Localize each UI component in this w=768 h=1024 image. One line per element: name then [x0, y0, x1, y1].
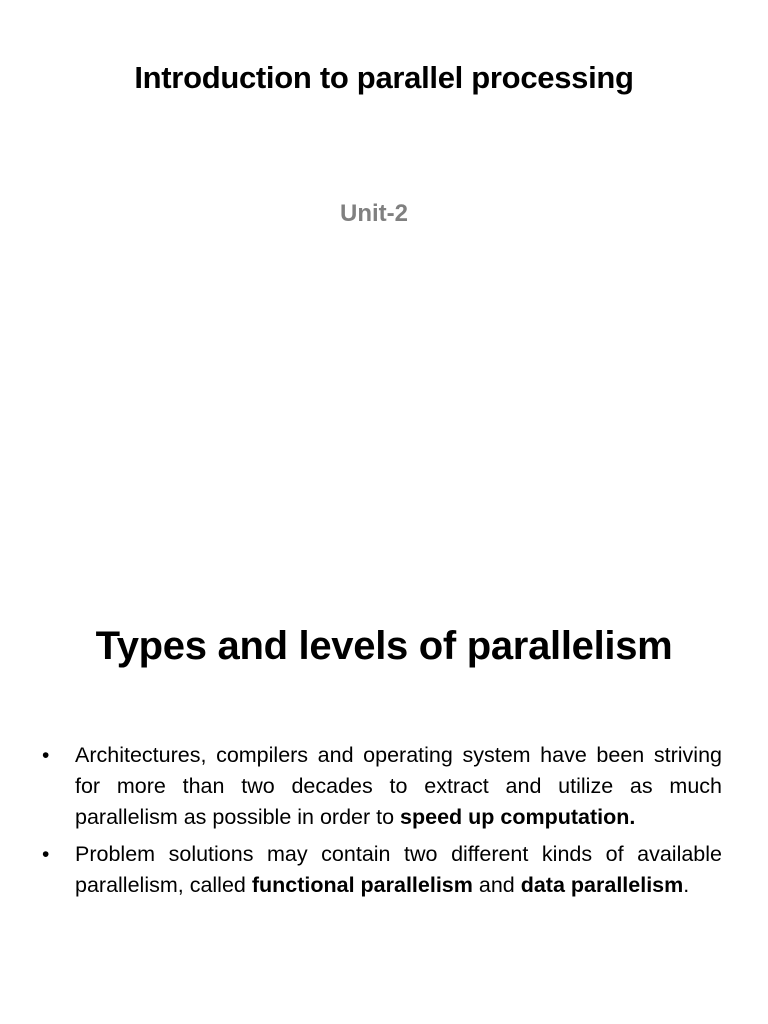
bullet-item-1: [42, 740, 722, 833]
bullet-2-bold-data: data parallelism: [520, 873, 684, 897]
bullet-list: [42, 740, 722, 907]
slide-1-subtitle: Unit-2: [340, 200, 408, 227]
bullet-icon: •: [42, 843, 50, 866]
bullet-2-bold-functional: functional parallelism: [251, 873, 473, 897]
bullet-1-text: Architectures, compilers and operating system have been striving for more than two decades to extract and utilize as much parallelism as possible in order to: [75, 743, 722, 829]
bullet-2-text-c: .: [683, 873, 690, 897]
bullet-2-text-a: Problem solutions may contain two different kinds of available parallelism, called: [75, 842, 722, 897]
slide-1-title: Introduction to parallel processing: [134, 60, 634, 95]
bullet-icon: •: [42, 744, 50, 767]
bullet-2-text-b: and: [472, 873, 521, 897]
slide-2-title: Types and levels of parallelism: [95, 624, 673, 668]
slide-2: [0, 512, 768, 1024]
bullet-1-bold-speed-up: speed up computation.: [400, 805, 636, 829]
bullet-item-2: [42, 839, 722, 901]
